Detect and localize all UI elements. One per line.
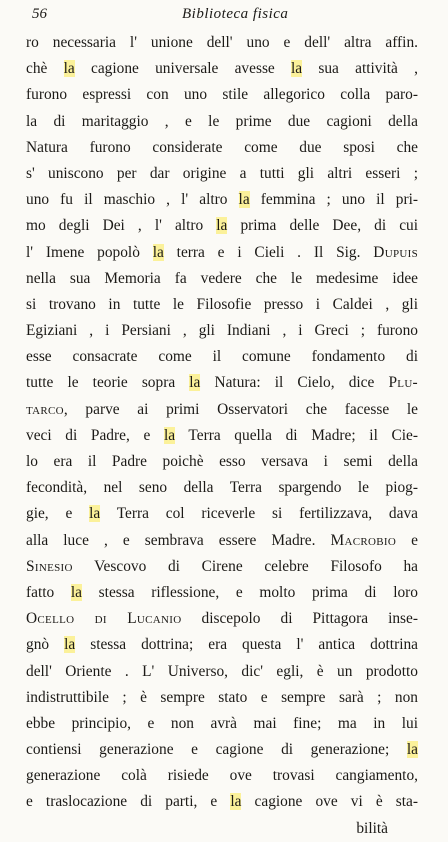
text-segment: furono espressi con uno stile allegorico colla paro- <box>26 86 418 104</box>
text-segment: fatto <box>26 583 71 601</box>
text-segment: nella sua Memoria fa vedere che le medesime idee <box>26 269 418 287</box>
small-caps-name: Dupuis <box>373 243 418 261</box>
text-segment: bilità <box>356 819 388 837</box>
text-line <box>26 397 418 423</box>
text-line <box>26 109 418 135</box>
text-segment: Egiziani , i Persiani , gli Indiani , i Greci ; furono <box>26 322 418 340</box>
highlighted-word: la <box>89 505 101 523</box>
text-line <box>26 737 418 763</box>
text-line <box>26 606 418 632</box>
text-line <box>26 501 418 527</box>
text-line <box>26 816 418 842</box>
text-line <box>26 554 418 580</box>
text-line <box>26 659 418 685</box>
text-line <box>26 318 418 344</box>
text-line <box>26 423 418 449</box>
highlighted-word: la <box>63 60 75 78</box>
text-line <box>26 344 418 370</box>
text-line <box>26 528 418 554</box>
text-segment: , parve ai primi Osservatori che facesse le <box>63 400 418 418</box>
text-line <box>26 475 418 501</box>
text-segment: discepolo di Pittagora inse- <box>181 610 418 628</box>
text-segment: dell' Oriente . L' Universo, dic' egli, è un prodotto <box>26 662 418 680</box>
text-line <box>26 161 418 187</box>
highlighted-word: la <box>152 243 164 261</box>
text-line <box>26 580 418 606</box>
highlighted-word: la <box>238 191 250 209</box>
text-line <box>26 370 418 396</box>
small-caps-name: Macrobio <box>330 531 397 549</box>
text-line <box>26 56 418 82</box>
running-title: Biblioteca fisica <box>182 6 289 22</box>
text-segment: chè <box>26 60 64 78</box>
text-line <box>26 449 418 475</box>
body-text <box>26 30 418 842</box>
page-header <box>22 4 422 30</box>
text-segment: fecondità, nel seno della Terra spargendo le piog- <box>26 479 418 497</box>
highlighted-word: la <box>189 374 201 392</box>
text-segment: e traslocazione di parti, e <box>26 793 231 811</box>
text-segment: generazione colà risiede ove trovasi cangiamento, <box>26 767 418 785</box>
text-line <box>26 266 418 292</box>
text-segment: indistruttibile ; è sempre stato e sempre sarà ; non <box>26 688 418 706</box>
text-segment: la di maritaggio , e le prime due cagioni della <box>26 112 418 130</box>
text-segment: contiensi generazione e cagione di generazione; <box>26 741 407 759</box>
text-line <box>26 30 418 56</box>
text-segment: cagione universale avesse <box>74 60 292 78</box>
text-segment: Vescovo di Cirene celebre Filosofo ha <box>72 557 418 575</box>
text-line <box>26 82 418 108</box>
text-segment: Natura furono considerate come due sposi che <box>26 138 418 156</box>
text-segment: alla luce , e sembrava essere Madre. <box>26 531 331 549</box>
text-segment: terra e i Cieli . Il Sig. <box>163 243 374 261</box>
highlighted-word: la <box>70 583 82 601</box>
page-number: 56 <box>32 6 47 22</box>
highlighted-word: la <box>163 426 176 444</box>
text-segment: Natura: il Cielo, dice <box>200 374 389 392</box>
small-caps-name: Sinesio <box>26 557 73 575</box>
text-segment: stessa riflessione, e molto prima di loro <box>82 583 418 601</box>
text-line <box>26 135 418 161</box>
small-caps-name: Plu- <box>388 374 418 392</box>
text-segment: prima delle Dee, di cui <box>227 217 418 235</box>
text-segment: e <box>396 531 418 549</box>
text-segment: l' Imene popolò <box>26 243 153 261</box>
text-segment: si trovano in tutte le Filosofie presso i Caldei , gli <box>26 295 418 313</box>
text-line <box>26 763 418 789</box>
small-caps-name: Ocello di Lucanio <box>26 610 182 628</box>
text-line <box>26 240 418 266</box>
text-line <box>26 187 418 213</box>
text-segment: gie, e <box>26 505 90 523</box>
text-line <box>26 213 418 239</box>
text-line <box>26 292 418 318</box>
text-segment: s' uniscono per dar origine a tutti gli altri esseri ; <box>26 164 418 182</box>
highlighted-word: la <box>64 636 76 654</box>
text-segment: lo era il Padre poichè esso versava i semi della <box>26 453 418 470</box>
text-line <box>26 632 418 658</box>
text-segment: ebbe principio, e non avrà mai fine; ma in lui <box>26 714 418 732</box>
highlighted-word: la <box>230 793 242 811</box>
text-segment: Terra col riceverle si fertilizzava, dava <box>100 505 418 523</box>
highlighted-word: la <box>291 60 303 78</box>
text-segment: femmina ; uno il pri- <box>249 191 418 209</box>
highlighted-word: la <box>406 741 418 759</box>
small-caps-name: tarco <box>26 400 64 418</box>
text-segment: esse consacrate come il comune fondamento di <box>26 348 418 366</box>
text-segment: cagione ove vi è sta- <box>241 793 418 811</box>
text-line <box>26 685 418 711</box>
text-segment: sua attività , <box>302 60 418 78</box>
text-line <box>26 789 418 815</box>
text-segment: tutte le teorie sopra <box>26 374 190 392</box>
text-line <box>26 711 418 737</box>
text-segment: ro necessaria l' unione dell' uno e dell' altra affin. <box>26 34 418 51</box>
text-segment: stessa dottrina; era questa l' antica dottrina <box>75 636 418 654</box>
text-segment: gnò <box>26 636 65 654</box>
text-segment: veci di Padre, e <box>26 426 164 444</box>
text-segment: uno fu il maschio , l' altro <box>26 191 239 209</box>
text-segment: mo degli Dei , l' altro <box>26 217 217 235</box>
highlighted-word: la <box>216 217 228 235</box>
text-segment: Terra quella di Madre; il Cie- <box>175 426 418 444</box>
